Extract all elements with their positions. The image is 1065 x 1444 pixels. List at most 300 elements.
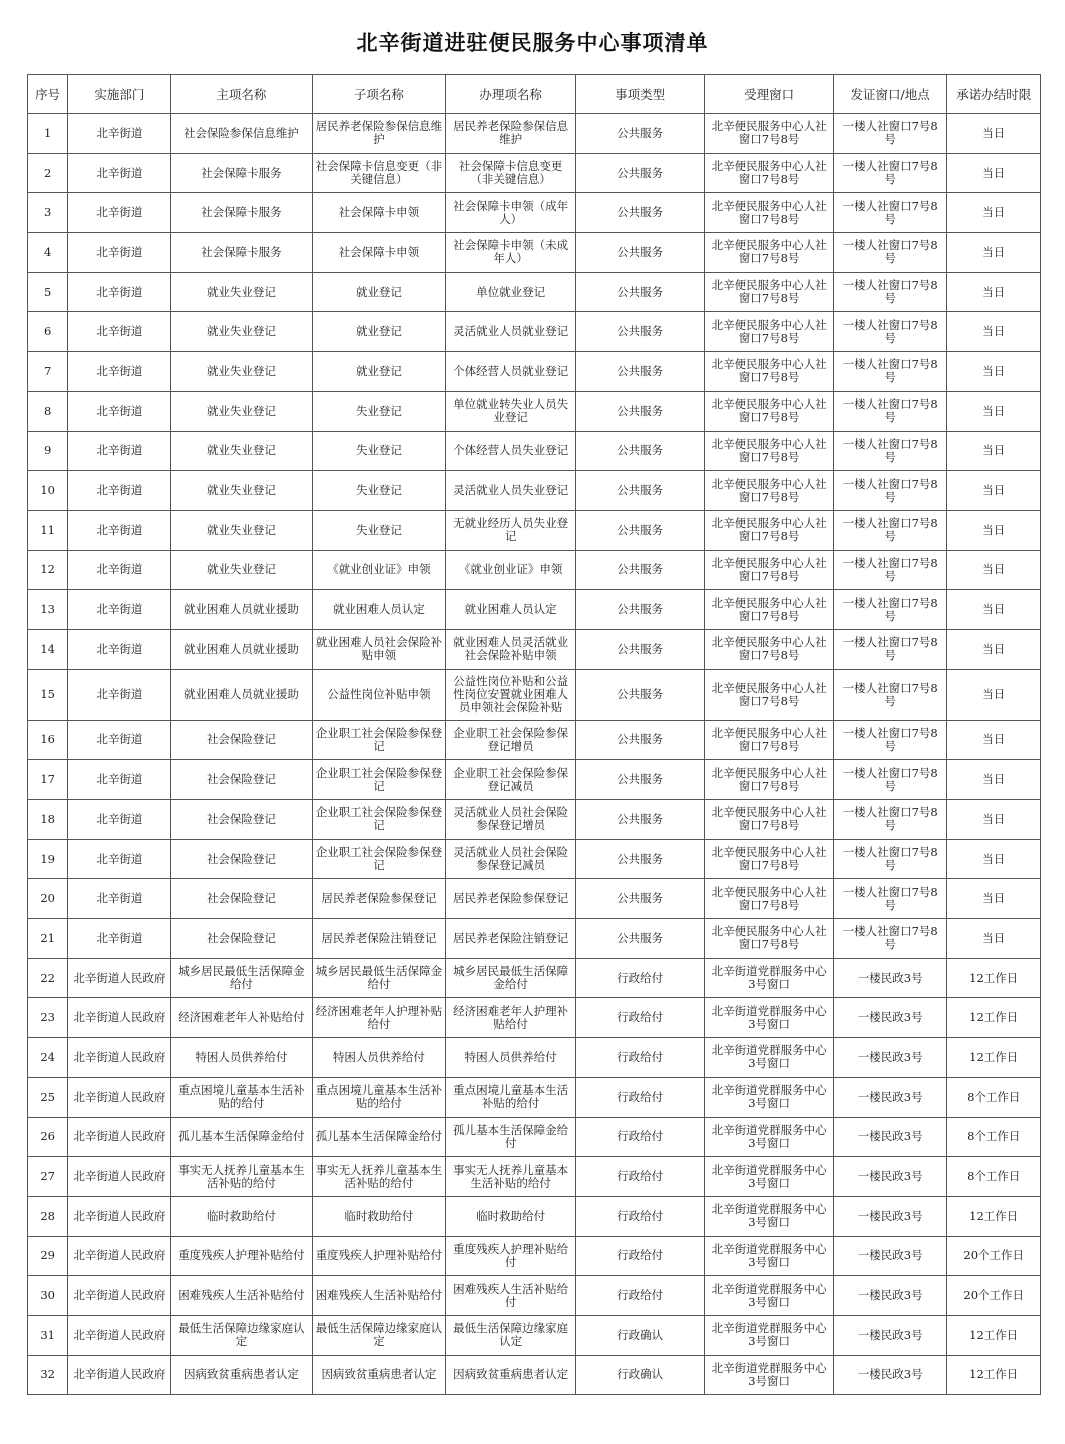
cell-issuing-window: 一楼人社窗口7号8号: [833, 391, 947, 431]
table-row: [28, 510, 1041, 550]
cell-handling-item: 经济困难老年人护理补贴给付: [446, 998, 576, 1038]
cell-sub-item: 最低生活保障边缘家庭认定: [312, 1315, 446, 1355]
cell-main-item: 经济困难老年人补贴给付: [171, 998, 312, 1038]
cell-item-type: 公共服务: [575, 550, 705, 590]
table-row: [28, 629, 1041, 669]
cell-main-item: 最低生活保障边缘家庭认定: [171, 1315, 312, 1355]
cell-index: 20: [28, 879, 68, 919]
cell-acceptance-window: 北辛便民服务中心人社窗口7号8号: [705, 431, 833, 471]
cell-acceptance-window: 北辛便民服务中心人社窗口7号8号: [705, 114, 833, 154]
cell-time-limit: 20个工作日: [947, 1236, 1041, 1276]
cell-sub-item: 孤儿基本生活保障金给付: [312, 1117, 446, 1157]
cell-department: 北辛街道: [68, 879, 171, 919]
cell-index: 28: [28, 1196, 68, 1236]
cell-item-type: 行政给付: [575, 958, 705, 998]
service-items-table: [27, 74, 1041, 1395]
cell-issuing-window: 一楼民政3号: [833, 1355, 947, 1395]
cell-index: 26: [28, 1117, 68, 1157]
cell-issuing-window: 一楼民政3号: [833, 958, 947, 998]
cell-main-item: 孤儿基本生活保障金给付: [171, 1117, 312, 1157]
table-row: [28, 312, 1041, 352]
cell-handling-item: 社会保障卡申领（未成年人）: [446, 233, 576, 273]
cell-issuing-window: 一楼人社窗口7号8号: [833, 312, 947, 352]
cell-acceptance-window: 北辛街道党群服务中心3号窗口: [705, 1276, 833, 1316]
cell-department: 北辛街道人民政府: [68, 1157, 171, 1197]
table-row: [28, 1355, 1041, 1395]
cell-sub-item: 就业困难人员认定: [312, 590, 446, 630]
cell-sub-item: 失业登记: [312, 471, 446, 511]
cell-main-item: 事实无人抚养儿童基本生活补贴的给付: [171, 1157, 312, 1197]
cell-item-type: 公共服务: [575, 391, 705, 431]
cell-issuing-window: 一楼人社窗口7号8号: [833, 431, 947, 471]
cell-handling-item: 事实无人抚养儿童基本生活补贴的给付: [446, 1157, 576, 1197]
cell-issuing-window: 一楼人社窗口7号8号: [833, 720, 947, 760]
cell-issuing-window: 一楼人社窗口7号8号: [833, 272, 947, 312]
cell-main-item: 重度残疾人护理补贴给付: [171, 1236, 312, 1276]
cell-issuing-window: 一楼民政3号: [833, 1236, 947, 1276]
cell-time-limit: 12工作日: [947, 1038, 1041, 1078]
cell-acceptance-window: 北辛街道党群服务中心3号窗口: [705, 998, 833, 1038]
cell-index: 13: [28, 590, 68, 630]
cell-item-type: 行政确认: [575, 1355, 705, 1395]
cell-handling-item: 社会保障卡申领（成年人）: [446, 193, 576, 233]
header-item-type: 事项类型: [575, 75, 705, 114]
cell-main-item: 社会保险登记: [171, 800, 312, 840]
cell-item-type: 公共服务: [575, 431, 705, 471]
cell-handling-item: 居民养老保险注销登记: [446, 919, 576, 959]
table-row: [28, 1117, 1041, 1157]
cell-main-item: 就业困难人员就业援助: [171, 669, 312, 720]
cell-sub-item: 失业登记: [312, 510, 446, 550]
header-issuing-window: 发证窗口/地点: [833, 75, 947, 114]
table-row: [28, 958, 1041, 998]
cell-sub-item: 《就业创业证》申领: [312, 550, 446, 590]
cell-handling-item: 单位就业转失业人员失业登记: [446, 391, 576, 431]
table-header-row: [28, 75, 1041, 114]
cell-index: 17: [28, 760, 68, 800]
header-time-limit: 承诺办结时限: [947, 75, 1041, 114]
cell-main-item: 社会保险参保信息维护: [171, 114, 312, 154]
table-row: [28, 471, 1041, 511]
cell-sub-item: 企业职工社会保险参保登记: [312, 839, 446, 879]
cell-handling-item: 居民养老保险参保登记: [446, 879, 576, 919]
cell-main-item: 特困人员供养给付: [171, 1038, 312, 1078]
cell-main-item: 就业失业登记: [171, 352, 312, 392]
cell-handling-item: 单位就业登记: [446, 272, 576, 312]
cell-main-item: 社会保险登记: [171, 720, 312, 760]
cell-department: 北辛街道: [68, 919, 171, 959]
cell-time-limit: 当日: [947, 879, 1041, 919]
cell-item-type: 公共服务: [575, 471, 705, 511]
cell-acceptance-window: 北辛街道党群服务中心3号窗口: [705, 1038, 833, 1078]
cell-main-item: 就业失业登记: [171, 550, 312, 590]
cell-handling-item: 特困人员供养给付: [446, 1038, 576, 1078]
cell-index: 23: [28, 998, 68, 1038]
cell-issuing-window: 一楼民政3号: [833, 998, 947, 1038]
cell-time-limit: 当日: [947, 391, 1041, 431]
cell-main-item: 重点困境儿童基本生活补贴的给付: [171, 1077, 312, 1117]
cell-index: 14: [28, 629, 68, 669]
cell-issuing-window: 一楼人社窗口7号8号: [833, 839, 947, 879]
cell-time-limit: 当日: [947, 669, 1041, 720]
cell-main-item: 临时救助给付: [171, 1196, 312, 1236]
cell-sub-item: 社会保障卡申领: [312, 193, 446, 233]
cell-time-limit: 当日: [947, 839, 1041, 879]
cell-acceptance-window: 北辛便民服务中心人社窗口7号8号: [705, 312, 833, 352]
table-row: [28, 879, 1041, 919]
cell-time-limit: 当日: [947, 919, 1041, 959]
cell-department: 北辛街道: [68, 720, 171, 760]
cell-handling-item: 个体经营人员失业登记: [446, 431, 576, 471]
cell-item-type: 公共服务: [575, 114, 705, 154]
cell-time-limit: 当日: [947, 720, 1041, 760]
cell-main-item: 就业失业登记: [171, 312, 312, 352]
cell-acceptance-window: 北辛便民服务中心人社窗口7号8号: [705, 153, 833, 193]
cell-issuing-window: 一楼人社窗口7号8号: [833, 800, 947, 840]
table-row: [28, 760, 1041, 800]
cell-acceptance-window: 北辛街道党群服务中心3号窗口: [705, 1315, 833, 1355]
table-row: [28, 1236, 1041, 1276]
cell-time-limit: 当日: [947, 312, 1041, 352]
table-row: [28, 1276, 1041, 1316]
cell-issuing-window: 一楼民政3号: [833, 1077, 947, 1117]
cell-item-type: 行政给付: [575, 1077, 705, 1117]
cell-item-type: 公共服务: [575, 919, 705, 959]
table-row: [28, 233, 1041, 273]
cell-item-type: 公共服务: [575, 510, 705, 550]
cell-acceptance-window: 北辛便民服务中心人社窗口7号8号: [705, 629, 833, 669]
cell-acceptance-window: 北辛便民服务中心人社窗口7号8号: [705, 800, 833, 840]
cell-sub-item: 事实无人抚养儿童基本生活补贴的给付: [312, 1157, 446, 1197]
cell-index: 18: [28, 800, 68, 840]
cell-issuing-window: 一楼民政3号: [833, 1157, 947, 1197]
cell-main-item: 社会保险登记: [171, 879, 312, 919]
cell-sub-item: 社会保障卡申领: [312, 233, 446, 273]
cell-department: 北辛街道: [68, 471, 171, 511]
table-row: [28, 550, 1041, 590]
cell-acceptance-window: 北辛街道党群服务中心3号窗口: [705, 1355, 833, 1395]
cell-index: 4: [28, 233, 68, 273]
cell-department: 北辛街道: [68, 153, 171, 193]
table-row: [28, 720, 1041, 760]
cell-item-type: 公共服务: [575, 669, 705, 720]
cell-issuing-window: 一楼人社窗口7号8号: [833, 550, 947, 590]
cell-item-type: 公共服务: [575, 760, 705, 800]
cell-main-item: 就业失业登记: [171, 391, 312, 431]
cell-item-type: 行政给付: [575, 1117, 705, 1157]
cell-handling-item: 企业职工社会保险参保登记减员: [446, 760, 576, 800]
cell-issuing-window: 一楼人社窗口7号8号: [833, 471, 947, 511]
cell-item-type: 公共服务: [575, 233, 705, 273]
cell-department: 北辛街道: [68, 233, 171, 273]
cell-sub-item: 就业困难人员社会保险补贴申领: [312, 629, 446, 669]
cell-item-type: 行政给付: [575, 1196, 705, 1236]
cell-index: 7: [28, 352, 68, 392]
header-index: 序号: [28, 75, 68, 114]
cell-item-type: 公共服务: [575, 193, 705, 233]
cell-handling-item: 居民养老保险参保信息维护: [446, 114, 576, 154]
cell-time-limit: 20个工作日: [947, 1276, 1041, 1316]
cell-item-type: 行政给付: [575, 1276, 705, 1316]
cell-acceptance-window: 北辛街道党群服务中心3号窗口: [705, 958, 833, 998]
cell-department: 北辛街道人民政府: [68, 1077, 171, 1117]
cell-sub-item: 城乡居民最低生活保障金给付: [312, 958, 446, 998]
cell-sub-item: 重点困境儿童基本生活补贴的给付: [312, 1077, 446, 1117]
cell-index: 16: [28, 720, 68, 760]
header-handling-item: 办理项名称: [446, 75, 576, 114]
cell-main-item: 社会保险登记: [171, 760, 312, 800]
cell-handling-item: 《就业创业证》申领: [446, 550, 576, 590]
cell-issuing-window: 一楼民政3号: [833, 1276, 947, 1316]
cell-handling-item: 社会保障卡信息变更（非关键信息）: [446, 153, 576, 193]
cell-sub-item: 重度残疾人护理补贴给付: [312, 1236, 446, 1276]
cell-index: 6: [28, 312, 68, 352]
cell-issuing-window: 一楼人社窗口7号8号: [833, 760, 947, 800]
cell-acceptance-window: 北辛便民服务中心人社窗口7号8号: [705, 352, 833, 392]
table-row: [28, 272, 1041, 312]
cell-handling-item: 孤儿基本生活保障金给付: [446, 1117, 576, 1157]
cell-time-limit: 当日: [947, 272, 1041, 312]
cell-department: 北辛街道: [68, 590, 171, 630]
cell-sub-item: 经济困难老年人护理补贴给付: [312, 998, 446, 1038]
cell-main-item: 就业失业登记: [171, 272, 312, 312]
cell-acceptance-window: 北辛便民服务中心人社窗口7号8号: [705, 510, 833, 550]
cell-time-limit: 当日: [947, 510, 1041, 550]
cell-sub-item: 企业职工社会保险参保登记: [312, 800, 446, 840]
cell-handling-item: 灵活就业人员社会保险参保登记增员: [446, 800, 576, 840]
cell-sub-item: 困难残疾人生活补贴给付: [312, 1276, 446, 1316]
cell-index: 1: [28, 114, 68, 154]
cell-item-type: 公共服务: [575, 153, 705, 193]
cell-handling-item: 重度残疾人护理补贴给付: [446, 1236, 576, 1276]
cell-department: 北辛街道: [68, 193, 171, 233]
cell-acceptance-window: 北辛街道党群服务中心3号窗口: [705, 1157, 833, 1197]
cell-issuing-window: 一楼人社窗口7号8号: [833, 193, 947, 233]
cell-main-item: 就业失业登记: [171, 510, 312, 550]
table-row: [28, 114, 1041, 154]
cell-sub-item: 居民养老保险参保信息维护: [312, 114, 446, 154]
cell-handling-item: 城乡居民最低生活保障金给付: [446, 958, 576, 998]
cell-sub-item: 因病致贫重病患者认定: [312, 1355, 446, 1395]
document-title: 北辛街道进驻便民服务中心事项清单: [356, 30, 709, 55]
table-row: [28, 1315, 1041, 1355]
cell-handling-item: 公益性岗位补贴和公益性岗位安置就业困难人员申领社会保险补贴: [446, 669, 576, 720]
cell-sub-item: 失业登记: [312, 391, 446, 431]
cell-time-limit: 当日: [947, 193, 1041, 233]
cell-handling-item: 灵活就业人员失业登记: [446, 471, 576, 511]
header-department: 实施部门: [68, 75, 171, 114]
cell-index: 15: [28, 669, 68, 720]
cell-department: 北辛街道: [68, 760, 171, 800]
cell-time-limit: 12工作日: [947, 958, 1041, 998]
cell-time-limit: 当日: [947, 550, 1041, 590]
table-row: [28, 669, 1041, 720]
cell-main-item: 就业失业登记: [171, 431, 312, 471]
cell-index: 30: [28, 1276, 68, 1316]
cell-department: 北辛街道人民政府: [68, 1038, 171, 1078]
cell-time-limit: 12工作日: [947, 1196, 1041, 1236]
cell-index: 12: [28, 550, 68, 590]
cell-main-item: 社会保障卡服务: [171, 233, 312, 273]
cell-handling-item: 因病致贫重病患者认定: [446, 1355, 576, 1395]
cell-department: 北辛街道: [68, 312, 171, 352]
cell-acceptance-window: 北辛便民服务中心人社窗口7号8号: [705, 669, 833, 720]
cell-item-type: 行政确认: [575, 1315, 705, 1355]
cell-issuing-window: 一楼人社窗口7号8号: [833, 114, 947, 154]
cell-sub-item: 失业登记: [312, 431, 446, 471]
table-row: [28, 431, 1041, 471]
cell-acceptance-window: 北辛街道党群服务中心3号窗口: [705, 1236, 833, 1276]
cell-index: 27: [28, 1157, 68, 1197]
cell-time-limit: 12工作日: [947, 998, 1041, 1038]
cell-department: 北辛街道: [68, 272, 171, 312]
cell-handling-item: 就业困难人员灵活就业社会保险补贴申领: [446, 629, 576, 669]
table-row: [28, 1157, 1041, 1197]
table-row: [28, 153, 1041, 193]
cell-issuing-window: 一楼人社窗口7号8号: [833, 879, 947, 919]
cell-department: 北辛街道: [68, 352, 171, 392]
cell-index: 10: [28, 471, 68, 511]
cell-department: 北辛街道: [68, 550, 171, 590]
cell-item-type: 公共服务: [575, 590, 705, 630]
header-main-item: 主项名称: [171, 75, 312, 114]
cell-time-limit: 当日: [947, 233, 1041, 273]
cell-item-type: 公共服务: [575, 352, 705, 392]
cell-acceptance-window: 北辛街道党群服务中心3号窗口: [705, 1077, 833, 1117]
table-row: [28, 1038, 1041, 1078]
table-row: [28, 352, 1041, 392]
cell-item-type: 公共服务: [575, 839, 705, 879]
cell-index: 21: [28, 919, 68, 959]
cell-department: 北辛街道: [68, 114, 171, 154]
cell-main-item: 就业失业登记: [171, 471, 312, 511]
cell-index: 3: [28, 193, 68, 233]
cell-department: 北辛街道: [68, 431, 171, 471]
table-row: [28, 1077, 1041, 1117]
cell-item-type: 公共服务: [575, 629, 705, 669]
cell-acceptance-window: 北辛便民服务中心人社窗口7号8号: [705, 720, 833, 760]
cell-issuing-window: 一楼民政3号: [833, 1117, 947, 1157]
cell-acceptance-window: 北辛便民服务中心人社窗口7号8号: [705, 590, 833, 630]
cell-time-limit: 12工作日: [947, 1355, 1041, 1395]
cell-department: 北辛街道人民政府: [68, 1276, 171, 1316]
cell-sub-item: 社会保障卡信息变更（非关键信息）: [312, 153, 446, 193]
cell-department: 北辛街道: [68, 510, 171, 550]
cell-main-item: 社会保障卡服务: [171, 193, 312, 233]
cell-time-limit: 8个工作日: [947, 1117, 1041, 1157]
cell-department: 北辛街道: [68, 669, 171, 720]
cell-acceptance-window: 北辛便民服务中心人社窗口7号8号: [705, 760, 833, 800]
cell-time-limit: 当日: [947, 352, 1041, 392]
cell-item-type: 公共服务: [575, 720, 705, 760]
cell-index: 2: [28, 153, 68, 193]
cell-sub-item: 临时救助给付: [312, 1196, 446, 1236]
table-row: [28, 590, 1041, 630]
cell-issuing-window: 一楼人社窗口7号8号: [833, 919, 947, 959]
cell-main-item: 困难残疾人生活补贴给付: [171, 1276, 312, 1316]
cell-index: 22: [28, 958, 68, 998]
cell-sub-item: 居民养老保险注销登记: [312, 919, 446, 959]
cell-issuing-window: 一楼民政3号: [833, 1038, 947, 1078]
cell-main-item: 因病致贫重病患者认定: [171, 1355, 312, 1395]
cell-issuing-window: 一楼人社窗口7号8号: [833, 590, 947, 630]
cell-handling-item: 困难残疾人生活补贴给付: [446, 1276, 576, 1316]
cell-department: 北辛街道: [68, 800, 171, 840]
cell-handling-item: 灵活就业人员社会保险参保登记减员: [446, 839, 576, 879]
cell-item-type: 行政给付: [575, 1038, 705, 1078]
cell-department: 北辛街道人民政府: [68, 1355, 171, 1395]
cell-main-item: 就业困难人员就业援助: [171, 590, 312, 630]
cell-index: 9: [28, 431, 68, 471]
cell-item-type: 公共服务: [575, 312, 705, 352]
cell-handling-item: 重点困境儿童基本生活补贴的给付: [446, 1077, 576, 1117]
header-acceptance-window: 受理窗口: [705, 75, 833, 114]
cell-department: 北辛街道人民政府: [68, 1117, 171, 1157]
cell-acceptance-window: 北辛街道党群服务中心3号窗口: [705, 1117, 833, 1157]
cell-department: 北辛街道人民政府: [68, 998, 171, 1038]
cell-sub-item: 就业登记: [312, 312, 446, 352]
cell-acceptance-window: 北辛便民服务中心人社窗口7号8号: [705, 391, 833, 431]
table-row: [28, 998, 1041, 1038]
cell-acceptance-window: 北辛便民服务中心人社窗口7号8号: [705, 879, 833, 919]
cell-handling-item: 企业职工社会保险参保登记增员: [446, 720, 576, 760]
cell-time-limit: 当日: [947, 629, 1041, 669]
cell-index: 32: [28, 1355, 68, 1395]
cell-time-limit: 12工作日: [947, 1315, 1041, 1355]
cell-handling-item: 临时救助给付: [446, 1196, 576, 1236]
cell-time-limit: 8个工作日: [947, 1077, 1041, 1117]
cell-handling-item: 无就业经历人员失业登记: [446, 510, 576, 550]
cell-index: 24: [28, 1038, 68, 1078]
cell-item-type: 行政给付: [575, 998, 705, 1038]
cell-department: 北辛街道人民政府: [68, 1315, 171, 1355]
cell-time-limit: 当日: [947, 431, 1041, 471]
cell-sub-item: 特困人员供养给付: [312, 1038, 446, 1078]
cell-item-type: 公共服务: [575, 272, 705, 312]
cell-sub-item: 公益性岗位补贴申领: [312, 669, 446, 720]
cell-sub-item: 就业登记: [312, 272, 446, 312]
cell-department: 北辛街道人民政府: [68, 1236, 171, 1276]
cell-handling-item: 最低生活保障边缘家庭认定: [446, 1315, 576, 1355]
cell-department: 北辛街道: [68, 629, 171, 669]
cell-sub-item: 企业职工社会保险参保登记: [312, 720, 446, 760]
cell-issuing-window: 一楼人社窗口7号8号: [833, 510, 947, 550]
cell-department: 北辛街道人民政府: [68, 958, 171, 998]
cell-sub-item: 就业登记: [312, 352, 446, 392]
cell-main-item: 就业困难人员就业援助: [171, 629, 312, 669]
cell-handling-item: 灵活就业人员就业登记: [446, 312, 576, 352]
cell-index: 8: [28, 391, 68, 431]
cell-acceptance-window: 北辛便民服务中心人社窗口7号8号: [705, 233, 833, 273]
cell-acceptance-window: 北辛便民服务中心人社窗口7号8号: [705, 839, 833, 879]
cell-acceptance-window: 北辛便民服务中心人社窗口7号8号: [705, 919, 833, 959]
table-row: [28, 193, 1041, 233]
cell-index: 11: [28, 510, 68, 550]
table-row: [28, 391, 1041, 431]
cell-department: 北辛街道: [68, 391, 171, 431]
cell-handling-item: 就业困难人员认定: [446, 590, 576, 630]
cell-index: 5: [28, 272, 68, 312]
table-body: [28, 114, 1041, 1395]
cell-acceptance-window: 北辛便民服务中心人社窗口7号8号: [705, 193, 833, 233]
table-row: [28, 800, 1041, 840]
cell-index: 19: [28, 839, 68, 879]
cell-issuing-window: 一楼人社窗口7号8号: [833, 629, 947, 669]
cell-time-limit: 当日: [947, 590, 1041, 630]
cell-item-type: 行政给付: [575, 1236, 705, 1276]
cell-index: 31: [28, 1315, 68, 1355]
cell-issuing-window: 一楼人社窗口7号8号: [833, 153, 947, 193]
